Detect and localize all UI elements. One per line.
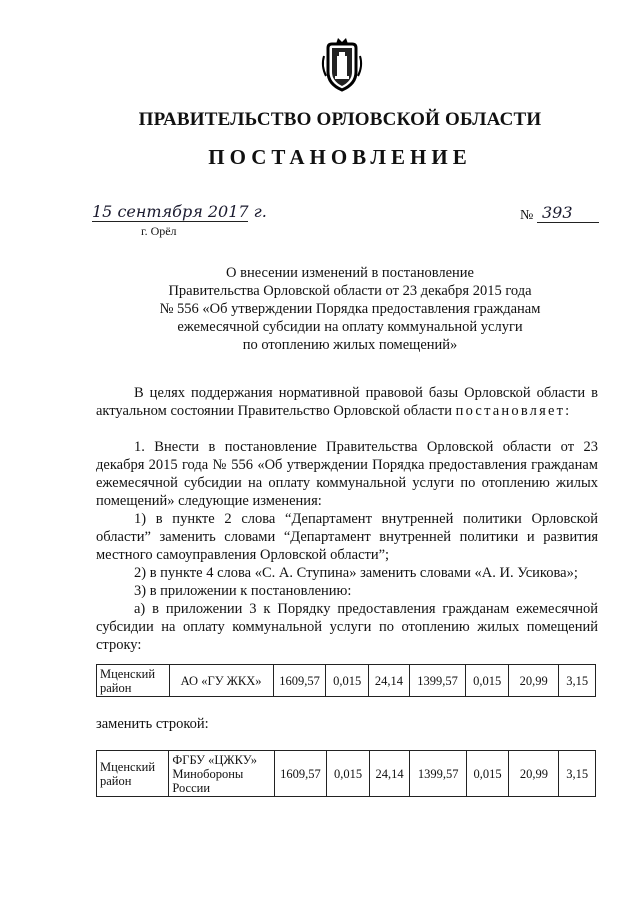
title-line: О внесении изменений в постановление xyxy=(226,265,474,281)
cell-value: 0,015 xyxy=(466,751,509,797)
number-handwritten: 393 xyxy=(542,203,573,222)
subitem-3-paragraph xyxy=(96,582,598,600)
title-line: Правительства Орловской области от 23 декабря 2015 года xyxy=(168,283,532,299)
cell-value: 1609,57 xyxy=(273,665,326,697)
cell-value: 20,99 xyxy=(509,751,559,797)
document-title xyxy=(60,264,640,354)
cell-value: 0,015 xyxy=(326,665,369,697)
cell-value: 1609,57 xyxy=(274,751,327,797)
cell-value: 3,15 xyxy=(559,751,596,797)
title-line: по отоплению жилых помещений» xyxy=(242,337,458,353)
cell-value: 24,14 xyxy=(369,751,410,797)
number-underline xyxy=(537,222,599,223)
title-line: № 556 «Об утверждении Порядка предоставления гражданам xyxy=(159,301,541,317)
city-label: г. Орёл xyxy=(141,224,177,238)
cell-value: 3,15 xyxy=(559,665,596,697)
table-new-row xyxy=(96,750,596,797)
table-row xyxy=(97,751,596,797)
table-old-row xyxy=(96,664,596,697)
subitem-1-text: 1) в пункте 2 слова “Департамент внутренней политики Орловской области” заменить словами “Департамент внутренней политики и развития местного самоуправления Орловской области”; xyxy=(96,511,598,563)
coat-of-arms-emblem xyxy=(318,36,366,92)
cell-value: 0,015 xyxy=(466,665,509,697)
item-1-text: 1. Внести в постановление Правительства Орловской области от 23 декабря 2015 года № 556 «Об утверждении Порядка предоставления гражданам ежемесячной субсидии на оплату коммунальной услуги по отоплению жилых помещений» следующие изменения: xyxy=(96,439,598,509)
cell-district: Мценский район xyxy=(97,665,170,697)
cell-organization: ФГБУ «ЦЖКУ» Минобороны России xyxy=(169,751,274,797)
cell-value: 20,99 xyxy=(508,665,558,697)
subitem-1-paragraph xyxy=(96,510,598,564)
date-handwritten: 15 сентября 2017 г. xyxy=(92,202,267,221)
intro-paragraph xyxy=(96,384,598,420)
cell-value: 0,015 xyxy=(327,751,370,797)
cell-value: 1399,57 xyxy=(409,665,466,697)
subitem-3-text: 3) в приложении к постановлению: xyxy=(134,583,352,599)
cell-value: 1399,57 xyxy=(410,751,466,797)
replace-label: заменить строкой: xyxy=(96,716,209,732)
subitem-3a-text: а) в приложении 3 к Порядку предоставления гражданам ежемесячной субсидии на оплату коммунальной услуги по отоплению жилых помещений строку: xyxy=(96,601,598,653)
subitem-3a-paragraph xyxy=(96,600,598,654)
government-name: ПРАВИТЕЛЬСТВО ОРЛОВСКОЙ ОБЛАСТИ xyxy=(138,109,542,130)
subitem-2-paragraph xyxy=(96,564,598,582)
intro-resolves: постановляет: xyxy=(455,403,572,419)
cell-organization: АО «ГУ ЖКХ» xyxy=(169,665,273,697)
subitem-2-text: 2) в пункте 4 слова «С. А. Ступина» заменить словами «А. И. Усикова»; xyxy=(134,565,578,581)
number-label: № xyxy=(520,208,534,223)
item-1-paragraph xyxy=(96,438,598,510)
date-underline xyxy=(92,221,248,222)
intro-text: В целях поддержания нормативной правовой базы Орловской области в актуальном состоянии Правительство Орловской области xyxy=(96,385,598,419)
cell-value: 24,14 xyxy=(369,665,410,697)
document-type: ПОСТАНОВЛЕНИЕ xyxy=(208,145,472,169)
table-row xyxy=(97,665,596,697)
cell-district: Мценский район xyxy=(97,751,169,797)
title-line: ежемесячной субсидии на оплату коммунальной услуги xyxy=(177,319,523,335)
